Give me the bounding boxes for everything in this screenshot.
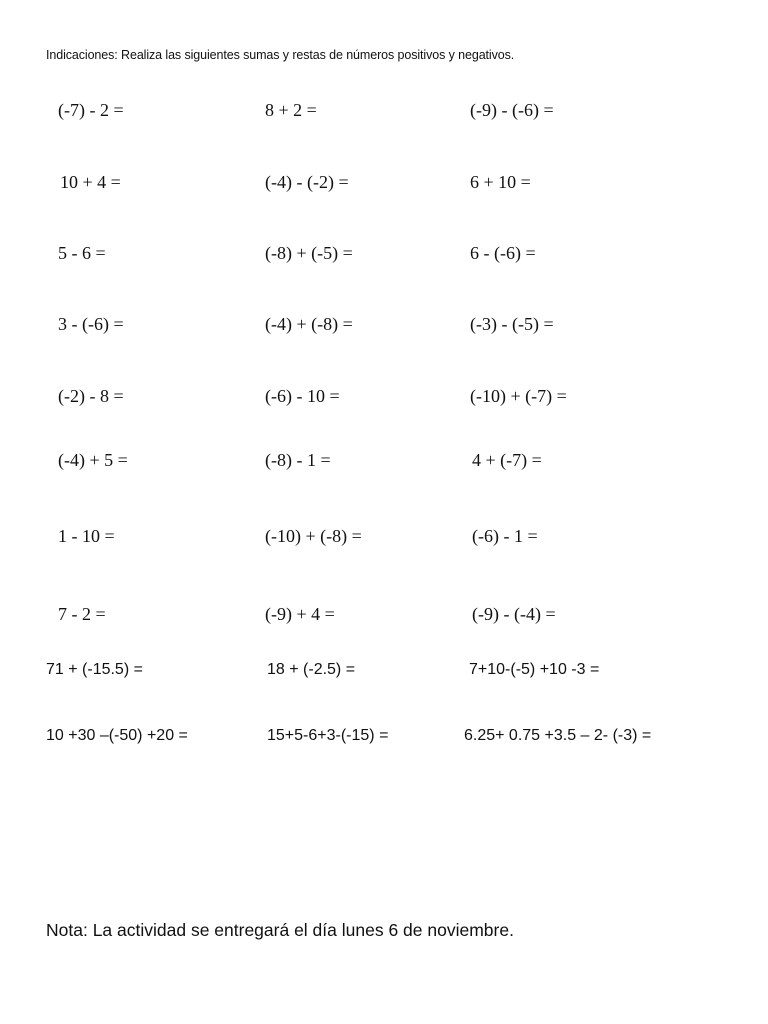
exercise-item: (-4) + 5 = <box>58 450 128 470</box>
exercise-row <box>0 95 768 125</box>
exercise-row <box>0 521 768 551</box>
exercise-item: 4 + (-7) = <box>472 450 542 470</box>
exercise-item: 10 +30 –(-50) +20 = <box>46 727 188 744</box>
exercise-row <box>0 721 768 751</box>
exercise-row <box>0 655 768 685</box>
exercise-item: (-10) + (-8) = <box>265 526 362 546</box>
exercise-item: (-9) - (-6) = <box>470 100 554 120</box>
exercise-item: 5 - 6 = <box>58 243 106 263</box>
note-text: Nota: La actividad se entregará el día lunes 6 de noviembre. <box>46 920 514 940</box>
instructions-text: Indicaciones: Realiza las siguientes sumas y restas de números positivos y negativos. <box>46 48 515 62</box>
exercise-item: 6 - (-6) = <box>470 243 536 263</box>
exercise-row <box>0 381 768 411</box>
exercise-item: 6 + 10 = <box>470 172 531 192</box>
exercise-item: (-9) + 4 = <box>265 604 335 624</box>
exercise-item: (-3) - (-5) = <box>470 314 554 334</box>
exercise-item: (-2) - 8 = <box>58 386 124 406</box>
exercise-item: 3 - (-6) = <box>58 314 124 334</box>
exercise-row <box>0 599 768 629</box>
exercise-item: 15+5-6+3-(-15) = <box>267 727 389 744</box>
exercise-item: 18 + (-2.5) = <box>267 661 356 678</box>
exercise-item: 10 + 4 = <box>60 172 121 192</box>
exercise-item: 71 + (-15.5) = <box>46 661 143 678</box>
exercise-item: 1 - 10 = <box>58 526 115 546</box>
exercise-item: (-8) - 1 = <box>265 450 331 470</box>
exercise-row <box>0 167 768 197</box>
exercise-item: 8 + 2 = <box>265 100 317 120</box>
exercise-item: (-9) - (-4) = <box>472 604 556 624</box>
exercise-row <box>0 238 768 268</box>
exercise-row <box>0 445 768 475</box>
exercise-item: (-6) - 10 = <box>265 386 340 406</box>
exercise-item: 6.25+ 0.75 +3.5 – 2- (-3) = <box>464 727 652 744</box>
exercise-row <box>0 309 768 339</box>
exercise-item: (-6) - 1 = <box>472 526 538 546</box>
exercise-item: (-4) - (-2) = <box>265 172 349 192</box>
exercise-item: (-4) + (-8) = <box>265 314 353 334</box>
exercise-item: (-10) + (-7) = <box>470 386 567 406</box>
exercise-item: 7 - 2 = <box>58 604 106 624</box>
exercise-item: (-8) + (-5) = <box>265 243 353 263</box>
exercise-item: (-7) - 2 = <box>58 100 124 120</box>
exercise-item: 7+10-(-5) +10 -3 = <box>469 661 600 678</box>
